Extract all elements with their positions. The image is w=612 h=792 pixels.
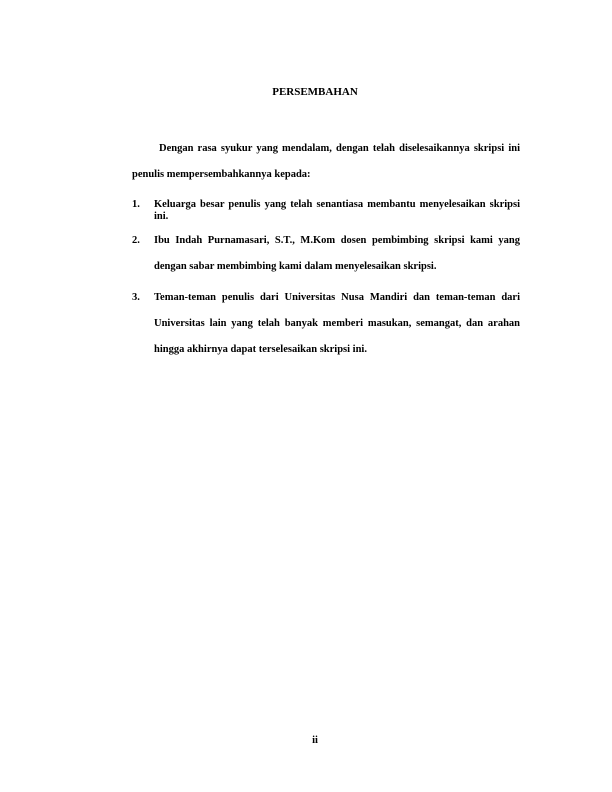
item-1-line-1: Keluarga besar penulis yang telah senantiasa membantu menyelesaikan skripsi ini. — [154, 199, 520, 222]
intro-line-1: Dengan rasa syukur yang mendalam, dengan telah diselesaikannya skripsi ini — [159, 143, 520, 154]
item-number-3: 3. — [132, 292, 140, 303]
item-number-1: 1. — [132, 199, 140, 210]
page-number: ii — [312, 735, 318, 746]
item-3-line-2: Universitas lain yang telah banyak memberi masukan, semangat, dan arahan — [154, 318, 520, 329]
intro-line-2: penulis mempersembahkannya kepada: — [132, 169, 311, 180]
page-title: PERSEMBAHAN — [272, 86, 358, 98]
item-2-line-2: dengan sabar membimbing kami dalam menyelesaikan skripsi. — [154, 261, 437, 272]
item-number-2: 2. — [132, 235, 140, 246]
item-2-line-1: Ibu Indah Purnamasari, S.T., M.Kom dosen pembimbing skripsi kami yang — [154, 235, 520, 246]
item-3-line-3: hingga akhirnya dapat terselesaikan skripsi ini. — [154, 344, 367, 355]
item-3-line-1: Teman-teman penulis dari Universitas Nusa Mandiri dan teman-teman dari — [154, 292, 520, 303]
